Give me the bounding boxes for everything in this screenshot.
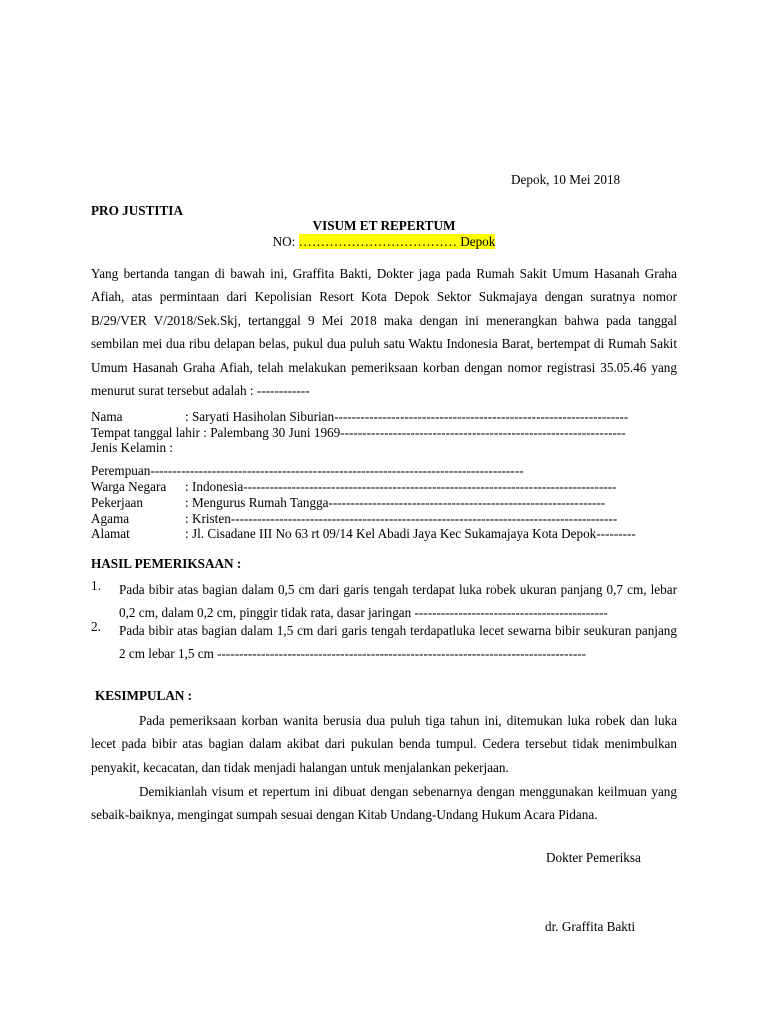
hasil-item-1 [91,578,681,624]
kesimpulan-heading: KESIMPULAN : [95,688,193,703]
list-number: 2. [91,619,101,634]
identity-perempuan: Perempuan------------------------------------------------------------------------------------- [91,463,524,478]
identity-nama [91,409,681,424]
pekerjaan-label: Pekerjaan [91,495,143,510]
intro-paragraph: Yang bertanda tangan di bawah ini, Graffita Bakti, Dokter jaga pada Rumah Sakit Umum Hasanah Graha Afiah, atas permintaan dari Kepolisian Resort Kota Depok Sektor Sukmajaya dengan suratnya nomor B/29/VER V/2018/Sek.Skj, tertanggal 9 Mei 2018 maka dengan ini menerangkan bahwa pada tanggal sembilan mei dua ribu delapan belas, pukul dua puluh satu Waktu Indonesia Barat, bertempat di Rumah Sakit Umum Hasanah Graha Afiah, telah melakukan pemeriksaan korban dengan nomor registrasi 35.05.46 yang menurut surat tersebut adalah : ------------ [91,266,677,399]
list-item-text: Pada bibir atas bagian dalam 1,5 cm dari garis tengah terdapatluka lecet sewarna bibir seukuran panjang 2 cm lebar 1,5 cm ------------------------------------------------------------------------------------ [119,623,677,661]
ttl-label: Tempat tanggal lahir [91,425,200,440]
hasil-item-2 [91,619,681,665]
identity-alamat [91,526,681,541]
identity-jenis-kelamin [91,440,681,455]
agama-value: : Kristen---------------------------------------------------------------------------------------- [185,511,618,526]
jk-label: Jenis Kelamin [91,440,167,455]
pekerjaan-value: : Mengurus Rumah Tangga--------------------------------------------------------------- [185,495,606,510]
alamat-label: Alamat [91,526,130,541]
identity-pekerjaan [91,495,681,510]
agama-label: Agama [91,511,130,526]
document-number [0,234,768,250]
identity-ttl [91,425,681,440]
nama-value: : Saryati Hasiholan Siburian------------------------------------------------------------------- [185,409,629,424]
kesimpulan-paragraph-1: Pada pemeriksaan korban wanita berusia dua puluh tiga tahun ini, ditemukan luka robek dan luka lecet pada bibir atas bagian dalam akibat dari pukulan benda tumpul. Cedera tersebut tidak menimbulkan penyakit, kecacatan, dan tidak menjadi halangan untuk menjalankan pekerjaan. [91,713,677,775]
signature-name: dr. Graffita Bakti [545,919,636,934]
pro-justitia-label: PRO JUSTITIA [91,203,183,218]
hasil-heading: HASIL PEMERIKSAAN : [91,556,242,571]
list-item-text: Pada bibir atas bagian dalam 0,5 cm dari garis tengah terdapat luka robek ukuran panjang 0,7 cm, lebar 0,2 cm, dalam 0,2 cm, pinggir tidak rata, dasar jaringan -------------------------------------------- [119,582,677,620]
signature-role: Dokter Pemeriksa [546,850,641,865]
kesimpulan-paragraph-2: Demikianlah visum et repertum ini dibuat dengan sebenarnya dengan menggunakan keilmuan yang sebaik-baiknya, mengingat sumpah sesuai dengan Kitab Undang-Undang Hukum Acara Pidana. [91,784,677,823]
number-label: NO: [272,234,299,249]
document-title: VISUM ET REPERTUM [312,218,456,233]
jk-value: : [166,440,174,455]
warga-label: Warga Negara [91,479,167,494]
list-number: 1. [91,578,101,593]
number-value: ……………………………… Depok [298,234,496,249]
nama-label: Nama [91,409,123,424]
identity-warga-negara [91,479,681,494]
place-date: Depok, 10 Mei 2018 [511,172,621,187]
identity-agama [91,511,681,526]
warga-value: : Indonesia------------------------------------------------------------------------------------- [185,479,617,494]
alamat-value: : Jl. Cisadane III No 63 rt 09/14 Kel Abadi Jaya Kec Sukamajaya Kota Depok--------- [185,526,636,541]
ttl-value: : Palembang 30 Juni 1969----------------------------------------------------------------- [199,425,626,440]
